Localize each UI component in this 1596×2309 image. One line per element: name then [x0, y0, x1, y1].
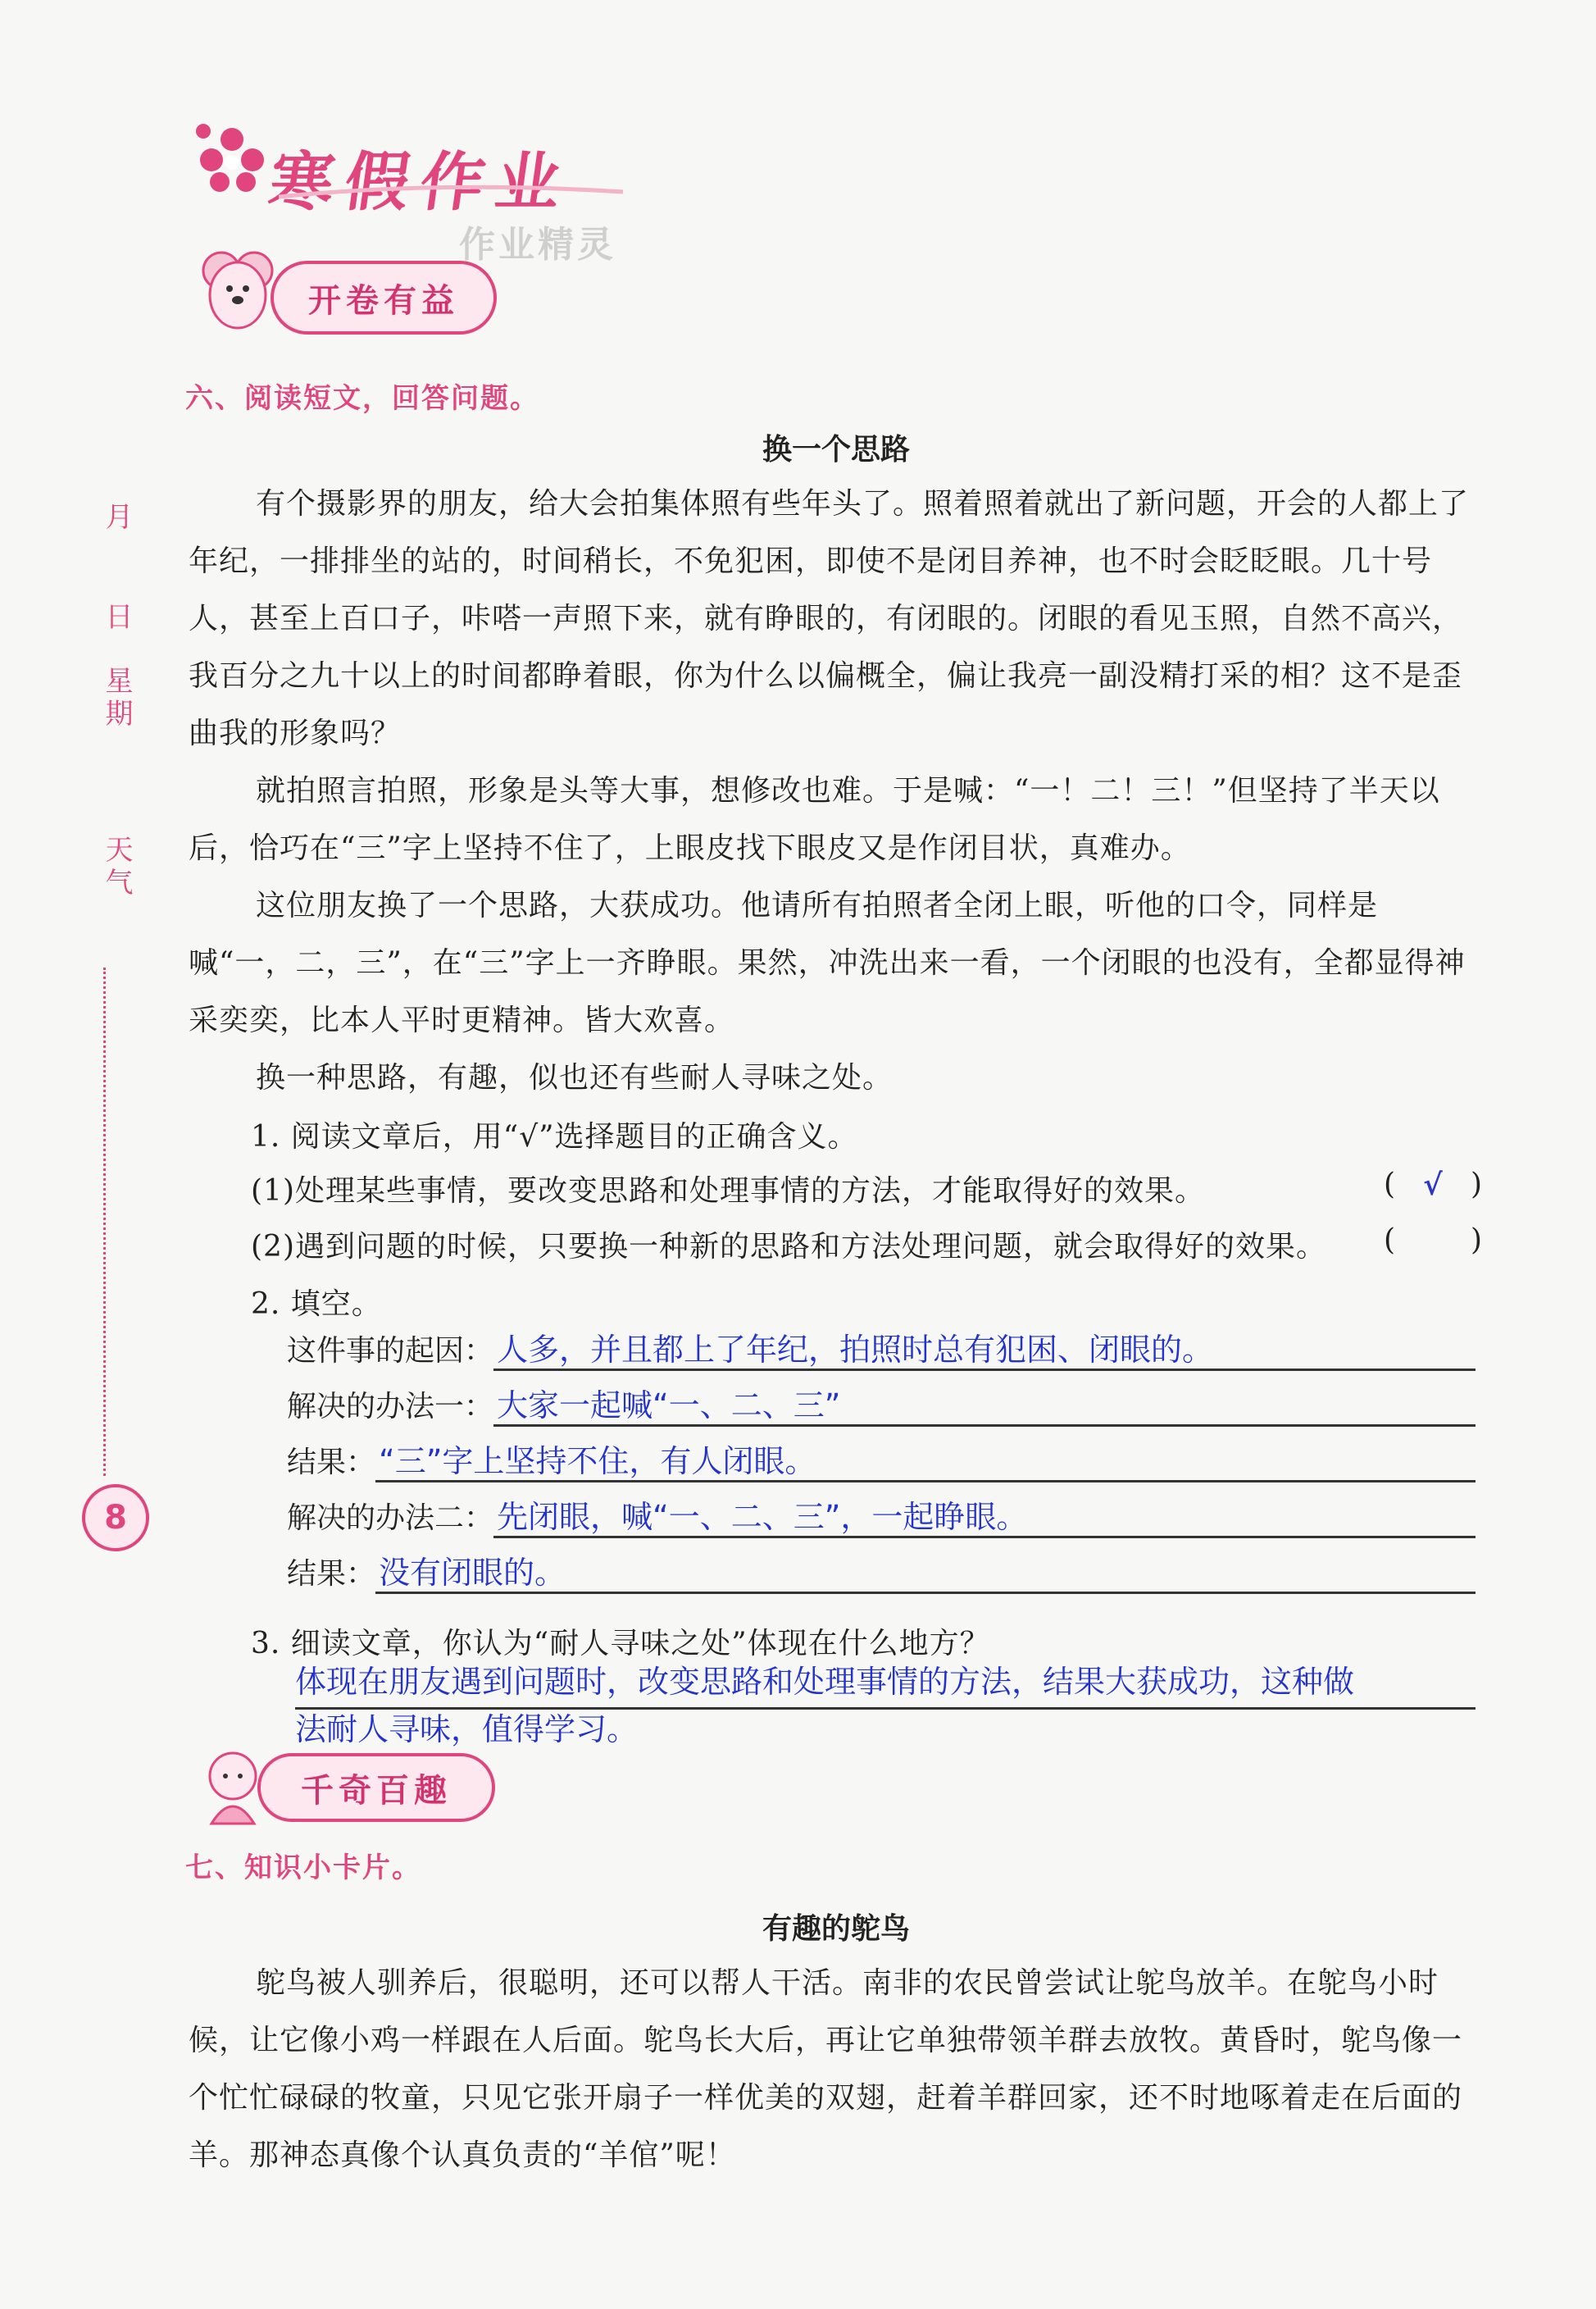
paragraph-4: 换一种思路，有趣，似也还有些耐人寻味之处。: [256, 1061, 893, 1095]
question-3-prompt: 3. 细读文章，你认为“耐人寻味之处”体现在什么地方？: [251, 1627, 990, 1660]
paren-open: (: [1384, 1168, 1396, 1201]
fill-row-cause[interactable]: [287, 1322, 1476, 1371]
section-badge-kaijuan: 开卷有益: [271, 261, 497, 335]
fill-label: 结果：: [287, 1446, 376, 1479]
fill-answer[interactable]: 人多，并且都上了年纪，拍照时总有犯困、闭眼的。: [493, 1331, 1476, 1371]
flower-decoration-icon: [187, 115, 277, 205]
vine-decoration: [103, 968, 124, 1476]
paren-close: ): [1470, 1223, 1482, 1257]
fill-label: 结果：: [287, 1557, 376, 1591]
check-mark: √: [1423, 1168, 1443, 1202]
paren-open: (: [1384, 1223, 1396, 1257]
ostrich-paragraph: 鸵鸟被人驯养后，很聪明，还可以帮人干活。南非的农民曾尝试让鸵鸟放羊。在鸵鸟小时候，让它像小鸡一样跟在人后面。鸵鸟长大后，再让它单独带领羊群去放牧。黄昏时，鸵鸟像一个忙忙碌碌的牧童，只见它张开扇子一样优美的双翅，赶着羊群回家，还不时地啄着走在后面的羊。那神态真像个认真负责的“羊倌”呢！: [189, 1966, 1463, 2172]
question-3-answer-line-1[interactable]: 体现在朋友遇到问题时，改变思路和处理事情的方法，结果大获成功，这种做: [295, 1664, 1355, 1700]
day-label: 日: [100, 602, 133, 635]
fill-answer[interactable]: “三”字上坚持不住，有人闭眼。: [375, 1442, 1476, 1482]
fill-answer[interactable]: 没有闭眼的。: [375, 1554, 1476, 1594]
fill-label: 解决的办法一：: [287, 1390, 494, 1423]
weekday-label: 星期: [100, 666, 133, 731]
fill-label: 这件事的起因：: [287, 1334, 494, 1368]
watermark: 作业精灵: [459, 224, 616, 266]
article-title: 换一个思路: [762, 433, 910, 467]
section-heading-6: 六、阅读短文，回答问题。: [185, 382, 539, 415]
page-number: 8: [82, 1484, 149, 1551]
header-swoosh-icon: [279, 172, 623, 205]
month-label: 月: [100, 502, 133, 535]
paren-close: ): [1470, 1168, 1482, 1201]
page-header-title: 寒假作业: [264, 146, 577, 220]
weather-label: 天气: [100, 835, 133, 900]
question-1-prompt: 1. 阅读文章后，用“√”选择题目的正确含义。: [251, 1120, 858, 1154]
fill-answer[interactable]: 先闭眼，喊“一、二、三”，一起睁眼。: [493, 1498, 1476, 1538]
question-1-option-2: (2)遇到问题的时候，只要换一种新的思路和方法处理问题，就会取得好的效果。: [251, 1230, 1326, 1264]
koala-mascot-icon: [197, 246, 279, 336]
question-3-answer-line-2[interactable]: 法耐人寻味，值得学习。: [295, 1711, 639, 1747]
fill-row-result-2[interactable]: [287, 1545, 1476, 1594]
girl-mascot-icon: [200, 1748, 266, 1827]
fill-row-method-2[interactable]: [287, 1489, 1476, 1538]
fill-label: 解决的办法二：: [287, 1501, 494, 1535]
question-1-option-1: (1)处理某些事情，要改变思路和处理事情的方法，才能取得好的效果。: [251, 1174, 1205, 1208]
paragraph-2: 就拍照言拍照，形象是头等大事，想修改也难。于是喊：“一！二！三！”但坚持了半天以后，恰巧在“三”字上坚持不住了，上眼皮找下眼皮又是作闭目状，真难办。: [189, 774, 1440, 865]
question-2-prompt: 2. 填空。: [251, 1287, 382, 1321]
fill-row-result-1[interactable]: [287, 1433, 1476, 1482]
section-heading-7: 七、知识小卡片。: [185, 1851, 421, 1884]
option-1-answer[interactable]: [1384, 1168, 1482, 1202]
option-2-answer[interactable]: [1384, 1223, 1482, 1257]
fill-row-method-1[interactable]: [287, 1378, 1476, 1427]
section-badge-qianqi: 千奇百趣: [257, 1753, 495, 1822]
fill-answer[interactable]: 大家一起喊“一、二、三”: [493, 1387, 1476, 1427]
paragraph-1: 有个摄影界的朋友，给大会拍集体照有些年头了。照着照着就出了新问题，开会的人都上了年纪，一排排坐的站的，时间稍长，不免犯困，即使不是闭目养神，也不时会眨眨眼。几十号人，甚至上百口子，咔嗒一声照下来，就有睁眼的，有闭眼的。闭眼的看见玉照，自然不高兴，我百分之九十以上的时间都睁着眼，你为什么以偏概全，偏让我亮一副没精打采的相？这不是歪曲我的形象吗？: [189, 487, 1470, 750]
article-title-2: 有趣的鸵鸟: [762, 1912, 910, 1946]
paragraph-3: 这位朋友换了一个思路，大获成功。他请所有拍照者全闭上眼，听他的口令，同样是喊“一，二，三”，在“三”字上一齐睁眼。果然，冲洗出来一看，一个闭眼的也没有，全都显得神采奕奕，比本人平时更精神。皆大欢喜。: [189, 889, 1466, 1037]
